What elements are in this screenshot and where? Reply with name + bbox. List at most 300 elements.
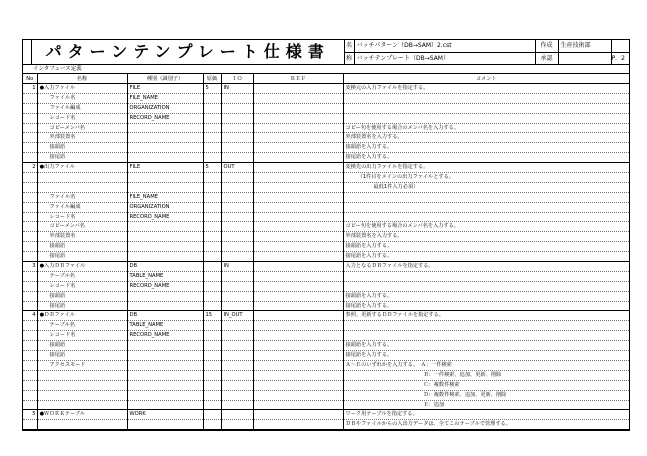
cell-io xyxy=(221,341,253,351)
cell-name xyxy=(37,182,127,192)
cell-comment xyxy=(343,93,629,103)
cell-name: レコード名 xyxy=(37,281,127,291)
cell-comment: Ｃ：複数件検索 xyxy=(343,380,629,390)
table-row xyxy=(23,331,629,341)
cell-ref xyxy=(253,262,343,272)
cell-kind xyxy=(127,390,203,400)
cell-no xyxy=(23,390,37,400)
cell-ref xyxy=(253,123,343,133)
cell-comment xyxy=(343,192,629,202)
cell-no xyxy=(23,242,37,252)
cell-kind xyxy=(127,153,203,163)
table-row xyxy=(23,420,629,430)
cell-cost xyxy=(203,331,221,341)
cell-comment xyxy=(343,113,629,123)
cell-comment: 外部装置名を入力する。 xyxy=(343,133,629,143)
cell-io xyxy=(221,301,253,311)
cell-kind: RECORD_NAME xyxy=(127,281,203,291)
cell-cost xyxy=(203,222,221,232)
cell-ref xyxy=(253,380,343,390)
cell-name xyxy=(37,173,127,183)
cell-no xyxy=(23,113,37,123)
cell-io xyxy=(221,281,253,291)
cell-comment: 接尾語を入力する。 xyxy=(343,153,629,163)
cell-cost xyxy=(203,212,221,222)
cell-name: ファイル編成 xyxy=(37,103,127,113)
table-row xyxy=(23,242,629,252)
cell-io xyxy=(221,321,253,331)
cell-comment: 参照、更新するＤＢファイルを指定する。 xyxy=(343,311,629,321)
cell-comment: Ｅ：追加 xyxy=(343,400,629,410)
col-comment: コメント xyxy=(343,74,629,84)
table-row xyxy=(23,202,629,212)
table-row xyxy=(23,410,629,420)
cell-name: ●入力ファイル xyxy=(37,84,127,94)
sheet-header xyxy=(23,40,629,65)
page-number: P．2 xyxy=(611,55,625,62)
cell-cost xyxy=(203,360,221,370)
table-row xyxy=(23,252,629,262)
cell-io: OUT xyxy=(221,163,253,173)
type-label: 称 xyxy=(345,53,355,64)
cell-comment: コピー句を使用する場合のメンバ名を入力する。 xyxy=(343,222,629,232)
cell-cost: 15 xyxy=(203,311,221,321)
cell-no xyxy=(23,291,37,301)
cell-no xyxy=(23,370,37,380)
cell-comment: 接尾語を入力する。 xyxy=(343,252,629,262)
cell-ref xyxy=(253,182,343,192)
page-title: パターンテンプレート仕様書 xyxy=(32,40,345,64)
cell-no xyxy=(23,133,37,143)
cell-cost xyxy=(203,202,221,212)
cell-kind: DB xyxy=(127,311,203,321)
table-row xyxy=(23,360,629,370)
cell-no xyxy=(23,380,37,390)
cell-name: 外部装置名 xyxy=(37,232,127,242)
cell-kind xyxy=(127,370,203,380)
cell-name xyxy=(37,370,127,380)
cell-cost xyxy=(203,133,221,143)
cell-io xyxy=(221,113,253,123)
cell-kind xyxy=(127,242,203,252)
cell-io xyxy=(221,331,253,341)
cell-kind: ORGANIZATION xyxy=(127,202,203,212)
cell-name: レコード名 xyxy=(37,212,127,222)
cell-name: 接頭語 xyxy=(37,341,127,351)
cell-comment: 入力となるＤＢファイルを指定する。 xyxy=(343,262,629,272)
cell-io xyxy=(221,153,253,163)
cell-cost xyxy=(203,370,221,380)
cell-ref xyxy=(253,163,343,173)
cell-no xyxy=(23,301,37,311)
cell-comment xyxy=(343,281,629,291)
table-row xyxy=(23,380,629,390)
table-row xyxy=(23,222,629,232)
cell-comment xyxy=(343,212,629,222)
cell-no xyxy=(23,281,37,291)
cell-name: 外部装置名 xyxy=(37,133,127,143)
cell-kind xyxy=(127,380,203,390)
section-title: インタフェース定義 xyxy=(23,65,629,74)
cell-kind: FILE xyxy=(127,163,203,173)
cell-cost xyxy=(203,242,221,252)
cell-comment: 接頭語を入力する。 xyxy=(343,143,629,153)
table-row xyxy=(23,192,629,202)
cell-io xyxy=(221,252,253,262)
cell-kind: ORGANIZATION xyxy=(127,103,203,113)
cell-ref xyxy=(253,410,343,420)
cell-no: 4 xyxy=(23,311,37,321)
table-row xyxy=(23,232,629,242)
cell-no xyxy=(23,93,37,103)
cell-kind: FILE_NAME xyxy=(127,192,203,202)
cell-no xyxy=(23,232,37,242)
cell-kind xyxy=(127,351,203,361)
author-label: 作成 xyxy=(536,40,559,52)
table-row xyxy=(23,301,629,311)
cell-kind xyxy=(127,400,203,410)
table-row xyxy=(23,84,629,94)
col-ref: ＲＥＦ xyxy=(253,74,343,84)
cell-ref xyxy=(253,103,343,113)
table-body xyxy=(23,84,629,430)
cell-no xyxy=(23,202,37,212)
cell-no xyxy=(23,153,37,163)
cell-kind: WORK xyxy=(127,410,203,420)
cell-io xyxy=(221,182,253,192)
table-row xyxy=(23,173,629,183)
cell-no xyxy=(23,123,37,133)
type-value: バッチテンプレート（DB→SAM） xyxy=(355,53,536,64)
cell-ref xyxy=(253,321,343,331)
cell-io xyxy=(221,143,253,153)
table-row xyxy=(23,370,629,380)
cell-no: 2 xyxy=(23,163,37,173)
cell-ref xyxy=(253,202,343,212)
cell-cost xyxy=(203,123,221,133)
cell-cost xyxy=(203,410,221,420)
cell-no xyxy=(23,212,37,222)
cell-kind xyxy=(127,252,203,262)
cell-comment: 最低1件入力必須） xyxy=(343,182,629,192)
cell-ref xyxy=(253,370,343,380)
cell-ref xyxy=(253,173,343,183)
cell-ref xyxy=(253,331,343,341)
cell-cost xyxy=(203,182,221,192)
col-kind: 種別（識別子） xyxy=(127,74,203,84)
cell-comment: ＤＢやファイルからの入出力データは、全てこのテーブルで管理する。 xyxy=(343,420,629,430)
table-row xyxy=(23,93,629,103)
cell-ref xyxy=(253,232,343,242)
cell-name: ●出力ファイル xyxy=(37,163,127,173)
cell-cost xyxy=(203,192,221,202)
cell-kind xyxy=(127,301,203,311)
cell-name: ファイル編成 xyxy=(37,202,127,212)
cell-kind: FILE_NAME xyxy=(127,93,203,103)
interface-table xyxy=(23,74,629,430)
cell-name xyxy=(37,420,127,430)
cell-no xyxy=(23,341,37,351)
cell-name xyxy=(37,380,127,390)
cell-comment: 外部装置名を入力する。 xyxy=(343,232,629,242)
cell-ref xyxy=(253,212,343,222)
cell-comment xyxy=(343,331,629,341)
cell-comment: Ｄ：複数件検索、追加、更新、削除 xyxy=(343,390,629,400)
cell-name: 接尾語 xyxy=(37,301,127,311)
cell-io xyxy=(221,242,253,252)
cell-kind xyxy=(127,133,203,143)
cell-ref xyxy=(253,242,343,252)
cell-cost xyxy=(203,271,221,281)
cell-comment: 変換先の出力ファイルを指定する。 xyxy=(343,163,629,173)
cell-io: IN xyxy=(221,84,253,94)
cell-kind xyxy=(127,360,203,370)
cell-ref xyxy=(253,143,343,153)
cell-io xyxy=(221,400,253,410)
table-row xyxy=(23,133,629,143)
table-row xyxy=(23,212,629,222)
cell-io xyxy=(221,360,253,370)
cell-io xyxy=(221,291,253,301)
cell-cost: 5 xyxy=(203,84,221,94)
cell-kind: RECORD_NAME xyxy=(127,212,203,222)
cell-comment: Ａ～Ｅのいずれかを入力する。 Ａ：一件検索 xyxy=(343,360,629,370)
approve-value xyxy=(559,53,612,64)
cell-no: 3 xyxy=(23,262,37,272)
cell-ref xyxy=(253,222,343,232)
table-row xyxy=(23,291,629,301)
cell-comment xyxy=(343,202,629,212)
cell-io xyxy=(221,351,253,361)
cell-comment: 接頭語を入力する。 xyxy=(343,242,629,252)
approve-label: 承認 xyxy=(536,53,559,64)
cell-kind xyxy=(127,291,203,301)
cell-name: レコード名 xyxy=(37,113,127,123)
cell-ref xyxy=(253,420,343,430)
table-row xyxy=(23,390,629,400)
cell-io xyxy=(221,232,253,242)
author-value: 生産技術部 xyxy=(559,40,612,52)
cell-cost xyxy=(203,301,221,311)
cell-cost xyxy=(203,173,221,183)
cell-no xyxy=(23,351,37,361)
cell-cost xyxy=(203,103,221,113)
cell-kind xyxy=(127,232,203,242)
cell-ref xyxy=(253,84,343,94)
cell-cost xyxy=(203,281,221,291)
header-meta xyxy=(345,40,629,64)
cell-cost xyxy=(203,400,221,410)
cell-name: 接尾語 xyxy=(37,153,127,163)
cell-cost xyxy=(203,93,221,103)
cell-no xyxy=(23,420,37,430)
name-label: 名 xyxy=(345,40,355,52)
cell-name: ●ＷＯＲＫテーブル xyxy=(37,410,127,420)
cell-kind: FILE xyxy=(127,84,203,94)
cell-no xyxy=(23,331,37,341)
cell-name: 接尾語 xyxy=(37,351,127,361)
cell-comment: Ｂ：一件検索、追加、更新、削除 xyxy=(343,370,629,380)
table-row xyxy=(23,311,629,321)
cell-ref xyxy=(253,390,343,400)
cell-comment: 接尾語を入力する。 xyxy=(343,301,629,311)
cell-cost xyxy=(203,262,221,272)
cell-cost xyxy=(203,390,221,400)
cell-name: ●ＤＢファイル xyxy=(37,311,127,321)
cell-io: IN xyxy=(221,262,253,272)
table-row xyxy=(23,321,629,331)
cell-cost xyxy=(203,291,221,301)
cell-ref xyxy=(253,341,343,351)
table-row xyxy=(23,281,629,291)
cell-no xyxy=(23,400,37,410)
cell-io xyxy=(221,222,253,232)
cell-cost xyxy=(203,153,221,163)
cell-name: ファイル名 xyxy=(37,192,127,202)
col-no: No xyxy=(23,74,37,84)
cell-ref xyxy=(253,281,343,291)
cell-io xyxy=(221,370,253,380)
cell-name: コピーメンバ名 xyxy=(37,123,127,133)
cell-cost xyxy=(203,143,221,153)
cell-ref xyxy=(253,271,343,281)
cell-no xyxy=(23,192,37,202)
page-number-top xyxy=(612,40,629,52)
cell-kind xyxy=(127,123,203,133)
cell-io xyxy=(221,123,253,133)
cell-no xyxy=(23,252,37,262)
cell-no xyxy=(23,182,37,192)
cell-cost xyxy=(203,252,221,262)
cell-name xyxy=(37,390,127,400)
cell-cost xyxy=(203,380,221,390)
cell-ref xyxy=(253,291,343,301)
table-row xyxy=(23,113,629,123)
header-left-box xyxy=(23,40,32,64)
cell-name: アクセスモード xyxy=(37,360,127,370)
cell-comment: 接頭語を入力する。 xyxy=(343,291,629,301)
cell-io xyxy=(221,133,253,143)
cell-comment: 変換元の入力ファイルを指定する。 xyxy=(343,84,629,94)
cell-ref xyxy=(253,192,343,202)
cell-comment xyxy=(343,271,629,281)
table-row xyxy=(23,262,629,272)
table-row xyxy=(23,400,629,410)
table-row xyxy=(23,182,629,192)
cell-comment xyxy=(343,103,629,113)
cell-no xyxy=(23,103,37,113)
cell-comment: 接尾語を入力する。 xyxy=(343,351,629,361)
cell-comment: ワーク用テーブルを指定する。 xyxy=(343,410,629,420)
cell-kind: TABLE_NAME xyxy=(127,321,203,331)
cell-ref xyxy=(253,113,343,123)
cell-io xyxy=(221,410,253,420)
cell-name: 接頭語 xyxy=(37,291,127,301)
cell-io xyxy=(221,192,253,202)
cell-ref xyxy=(253,133,343,143)
cell-name: コピーメンバ名 xyxy=(37,222,127,232)
table-row xyxy=(23,143,629,153)
table-header-row xyxy=(23,74,629,84)
col-io: ＩＯ xyxy=(221,74,253,84)
cell-ref xyxy=(253,93,343,103)
cell-kind xyxy=(127,173,203,183)
cell-cost xyxy=(203,232,221,242)
cell-no xyxy=(23,143,37,153)
cell-ref xyxy=(253,153,343,163)
cell-comment: コピー句を使用する場合のメンバ名を入力する。 xyxy=(343,123,629,133)
col-cost: 原価 xyxy=(203,74,221,84)
cell-name: 接頭語 xyxy=(37,242,127,252)
cell-cost xyxy=(203,321,221,331)
spec-sheet xyxy=(22,39,630,431)
cell-ref xyxy=(253,301,343,311)
cell-cost xyxy=(203,113,221,123)
cell-kind: RECORD_NAME xyxy=(127,331,203,341)
cell-io xyxy=(221,103,253,113)
cell-io xyxy=(221,390,253,400)
cell-cost xyxy=(203,341,221,351)
table-row xyxy=(23,351,629,361)
meta-row-1 xyxy=(345,40,629,52)
cell-name: 接尾語 xyxy=(37,252,127,262)
cell-name: レコード名 xyxy=(37,331,127,341)
table-row xyxy=(23,103,629,113)
cell-name: ファイル名 xyxy=(37,93,127,103)
cell-no xyxy=(23,173,37,183)
cell-io xyxy=(221,202,253,212)
cell-cost: 5 xyxy=(203,163,221,173)
cell-cost xyxy=(203,351,221,361)
cell-io xyxy=(221,420,253,430)
cell-no xyxy=(23,321,37,331)
cell-kind: TABLE_NAME xyxy=(127,271,203,281)
table-row xyxy=(23,341,629,351)
table-row xyxy=(23,271,629,281)
cell-io: IN_OUT xyxy=(221,311,253,321)
cell-no xyxy=(23,360,37,370)
cell-name xyxy=(37,400,127,410)
cell-comment: （1件目をメインの出力ファイルとする。 xyxy=(343,173,629,183)
meta-row-2 xyxy=(345,52,629,64)
table-row xyxy=(23,153,629,163)
cell-cost xyxy=(203,420,221,430)
cell-io xyxy=(221,271,253,281)
cell-kind xyxy=(127,182,203,192)
cell-kind xyxy=(127,143,203,153)
cell-ref xyxy=(253,311,343,321)
cell-kind xyxy=(127,420,203,430)
cell-io xyxy=(221,93,253,103)
cell-ref xyxy=(253,252,343,262)
cell-comment: 接頭語を入力する。 xyxy=(343,341,629,351)
cell-name: テーブル名 xyxy=(37,321,127,331)
cell-comment xyxy=(343,321,629,331)
cell-io xyxy=(221,380,253,390)
cell-ref xyxy=(253,351,343,361)
cell-io xyxy=(221,173,253,183)
cell-no xyxy=(23,271,37,281)
cell-io xyxy=(221,212,253,222)
cell-kind xyxy=(127,222,203,232)
cell-name: テーブル名 xyxy=(37,271,127,281)
cell-no: 5 xyxy=(23,410,37,420)
cell-ref xyxy=(253,400,343,410)
table-row xyxy=(23,163,629,173)
cell-name: 接頭語 xyxy=(37,143,127,153)
cell-name: ●入力ＤＢファイル xyxy=(37,262,127,272)
cell-kind: RECORD_NAME xyxy=(127,113,203,123)
